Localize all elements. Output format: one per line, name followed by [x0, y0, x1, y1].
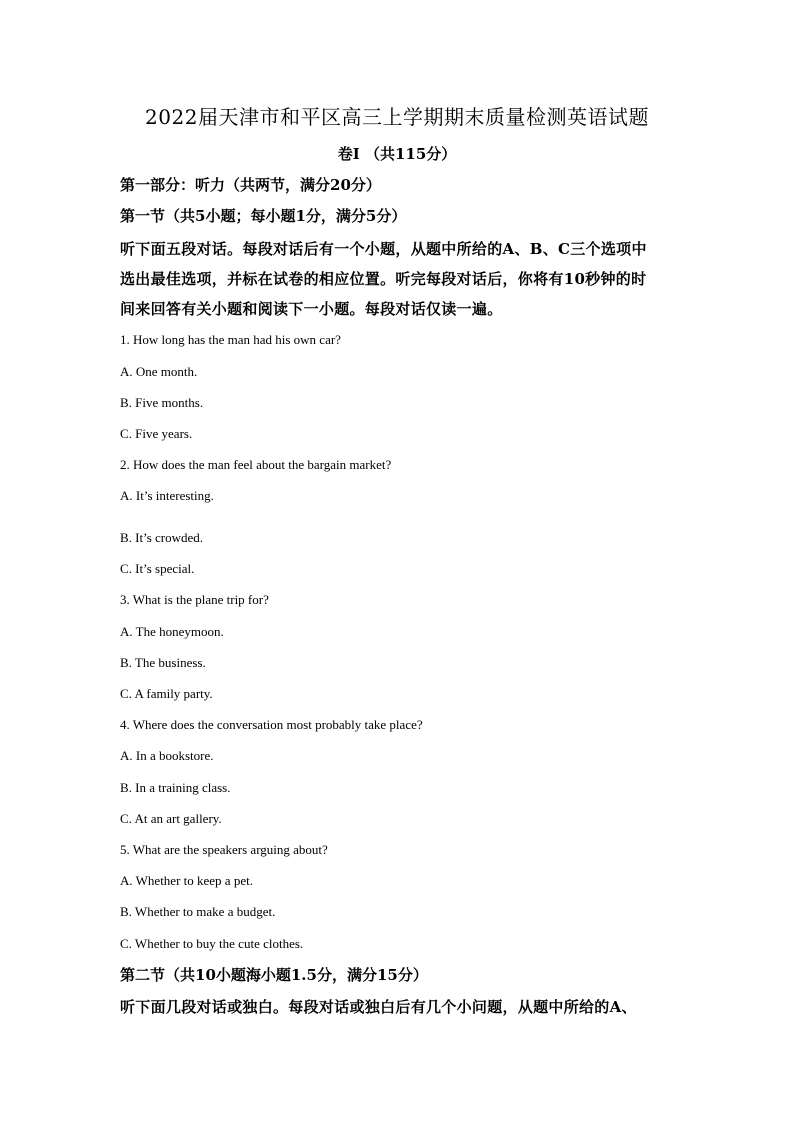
section1-instruction-line: 听下面五段对话。每段对话后有一个小题，从题中所给的A、B、C三个选项中 — [120, 240, 647, 258]
question-option: A. It’s interesting. — [120, 488, 214, 503]
question-option: B. Five months. — [120, 395, 204, 410]
question-stem: 5. What are the speakers arguing about? — [120, 842, 328, 857]
question-stem: 4. Where does the conversation most probably take place? — [120, 717, 423, 732]
question-option: A. In a bookstore. — [120, 748, 214, 763]
question-option: B. The business. — [120, 655, 206, 670]
question-option: B. Whether to make a budget. — [120, 904, 276, 919]
volume-subtitle: 卷I （共115分） — [337, 145, 457, 163]
section1-heading: 第一节（共5小题；每小题1分，满分5分） — [120, 207, 407, 225]
question-option: C. At an art gallery. — [120, 811, 222, 826]
section2-heading: 第二节（共10小题海小题1.5分，满分15分） — [120, 966, 428, 984]
question-option: A. One month. — [120, 364, 198, 379]
question-stem: 3. What is the plane trip for? — [120, 592, 269, 607]
question-option: B. It’s crowded. — [120, 530, 204, 545]
question-option: C. Five years. — [120, 426, 193, 441]
section2-instruction-line: 听下面几段对话或独白。每段对话或独白后有几个小问题，从题中所给的A、 — [120, 998, 637, 1016]
question-option: C. Whether to buy the cute clothes. — [120, 936, 304, 951]
question-option: B. In a training class. — [120, 780, 231, 795]
question-stem: 1. How long has the man had his own car? — [120, 332, 341, 347]
question-option: A. Whether to keep a pet. — [120, 873, 253, 888]
question-option: A. The honeymoon. — [120, 624, 224, 639]
section1-instruction-line: 选出最佳选项，并标在试卷的相应位置。听完每段对话后，你将有10秒钟的时 — [120, 270, 647, 288]
question-option: C. A family party. — [120, 686, 213, 701]
document-title: 2022届天津市和平区高三上学期期末质量检测英语试题 — [145, 105, 649, 129]
section1-instruction-line: 间来回答有关小题和阅读下一小题。每段对话仅读一遍。 — [120, 300, 503, 318]
question-stem: 2. How does the man feel about the bargain market? — [120, 457, 392, 472]
part1-heading: 第一部分：听力（共两节，满分20分） — [120, 176, 381, 194]
question-option: C. It’s special. — [120, 561, 195, 576]
